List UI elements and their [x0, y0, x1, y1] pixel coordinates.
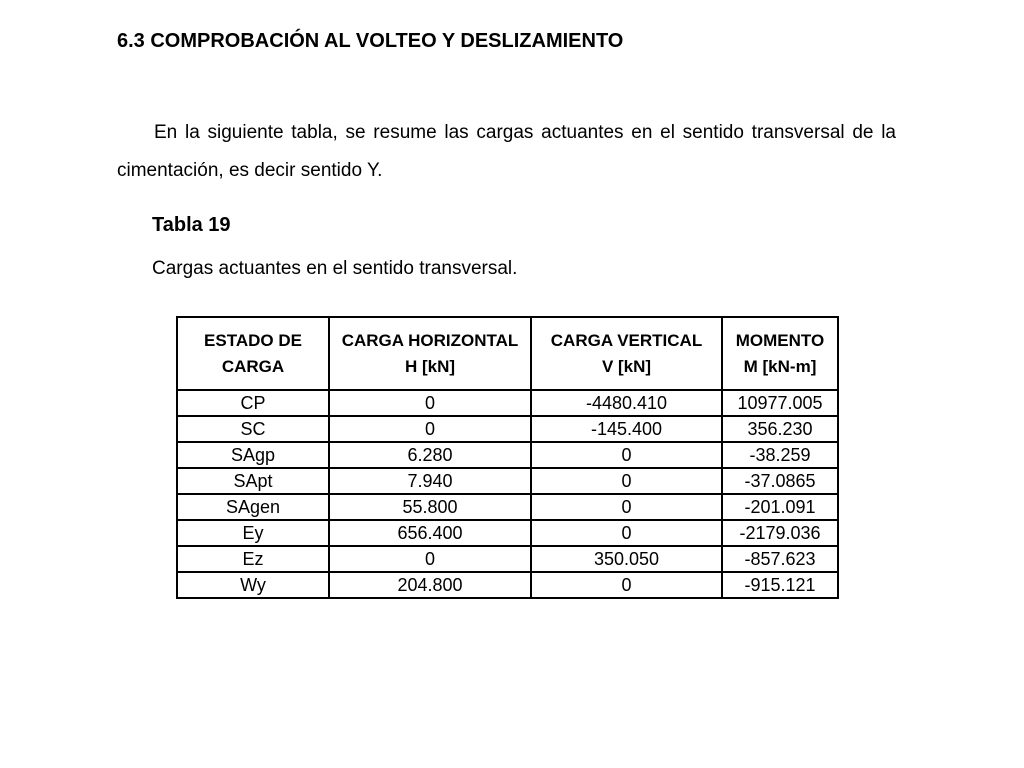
cell-moment: -201.091 [722, 494, 838, 520]
cell-vertical-load: 0 [531, 520, 722, 546]
cell-load-state: SAgp [177, 442, 329, 468]
cell-load-state: Wy [177, 572, 329, 598]
header-moment-line1: MOMENTO [735, 330, 825, 350]
table-row [177, 546, 838, 572]
table-header-row [177, 317, 838, 390]
table-row [177, 390, 838, 416]
cell-vertical-load: 350.050 [531, 546, 722, 572]
cell-horizontal-load: 6.280 [329, 442, 531, 468]
cell-vertical-load: 0 [531, 468, 722, 494]
header-load-state-line1: ESTADO DE [204, 330, 302, 350]
header-horizontal-load-line1: CARGA HORIZONTAL [341, 330, 519, 350]
cell-horizontal-load: 204.800 [329, 572, 531, 598]
cell-load-state: CP [177, 390, 329, 416]
cell-load-state: SAgen [177, 494, 329, 520]
cell-moment: -37.0865 [722, 468, 838, 494]
cell-load-state: SC [177, 416, 329, 442]
table-row [177, 416, 838, 442]
intro-paragraph: En la siguiente tabla, se resume las cargas actuantes en el sentido transversal de la cimentación, es decir sentido Y. [117, 122, 896, 181]
cell-horizontal-load: 656.400 [329, 520, 531, 546]
header-horizontal-load-line2: H [kN] [404, 356, 456, 376]
cell-vertical-load: 0 [531, 572, 722, 598]
table-row [177, 520, 838, 546]
cell-horizontal-load: 0 [329, 390, 531, 416]
cell-vertical-load: 0 [531, 442, 722, 468]
cell-vertical-load: 0 [531, 494, 722, 520]
table-caption-number: Tabla 19 [152, 214, 231, 236]
header-vertical-load-line1: CARGA VERTICAL [550, 330, 703, 350]
table-row [177, 442, 838, 468]
cell-load-state: SApt [177, 468, 329, 494]
cell-moment: -38.259 [722, 442, 838, 468]
cell-horizontal-load: 0 [329, 546, 531, 572]
table-row [177, 572, 838, 598]
table-caption-description: Cargas actuantes en el sentido transversal. [152, 258, 518, 279]
header-horizontal-load [329, 317, 531, 390]
cell-horizontal-load: 7.940 [329, 468, 531, 494]
header-vertical-load-line2: V [kN] [601, 356, 652, 376]
cell-horizontal-load: 0 [329, 416, 531, 442]
table-row [177, 468, 838, 494]
cell-moment: -2179.036 [722, 520, 838, 546]
header-load-state-line2: CARGA [221, 356, 285, 376]
cell-moment: -915.121 [722, 572, 838, 598]
table-row [177, 494, 838, 520]
header-vertical-load [531, 317, 722, 390]
cell-load-state: Ey [177, 520, 329, 546]
cell-moment: 356.230 [722, 416, 838, 442]
cell-vertical-load: -145.400 [531, 416, 722, 442]
section-title: 6.3 COMPROBACIÓN AL VOLTEO Y DESLIZAMIENTO [117, 30, 624, 52]
cell-vertical-load: -4480.410 [531, 390, 722, 416]
header-load-state [177, 317, 329, 390]
cell-horizontal-load: 55.800 [329, 494, 531, 520]
cell-load-state: Ez [177, 546, 329, 572]
cell-moment: -857.623 [722, 546, 838, 572]
header-moment-line2: M [kN-m] [743, 356, 817, 376]
header-moment [722, 317, 838, 390]
cell-moment: 10977.005 [722, 390, 838, 416]
loads-table [176, 316, 839, 599]
